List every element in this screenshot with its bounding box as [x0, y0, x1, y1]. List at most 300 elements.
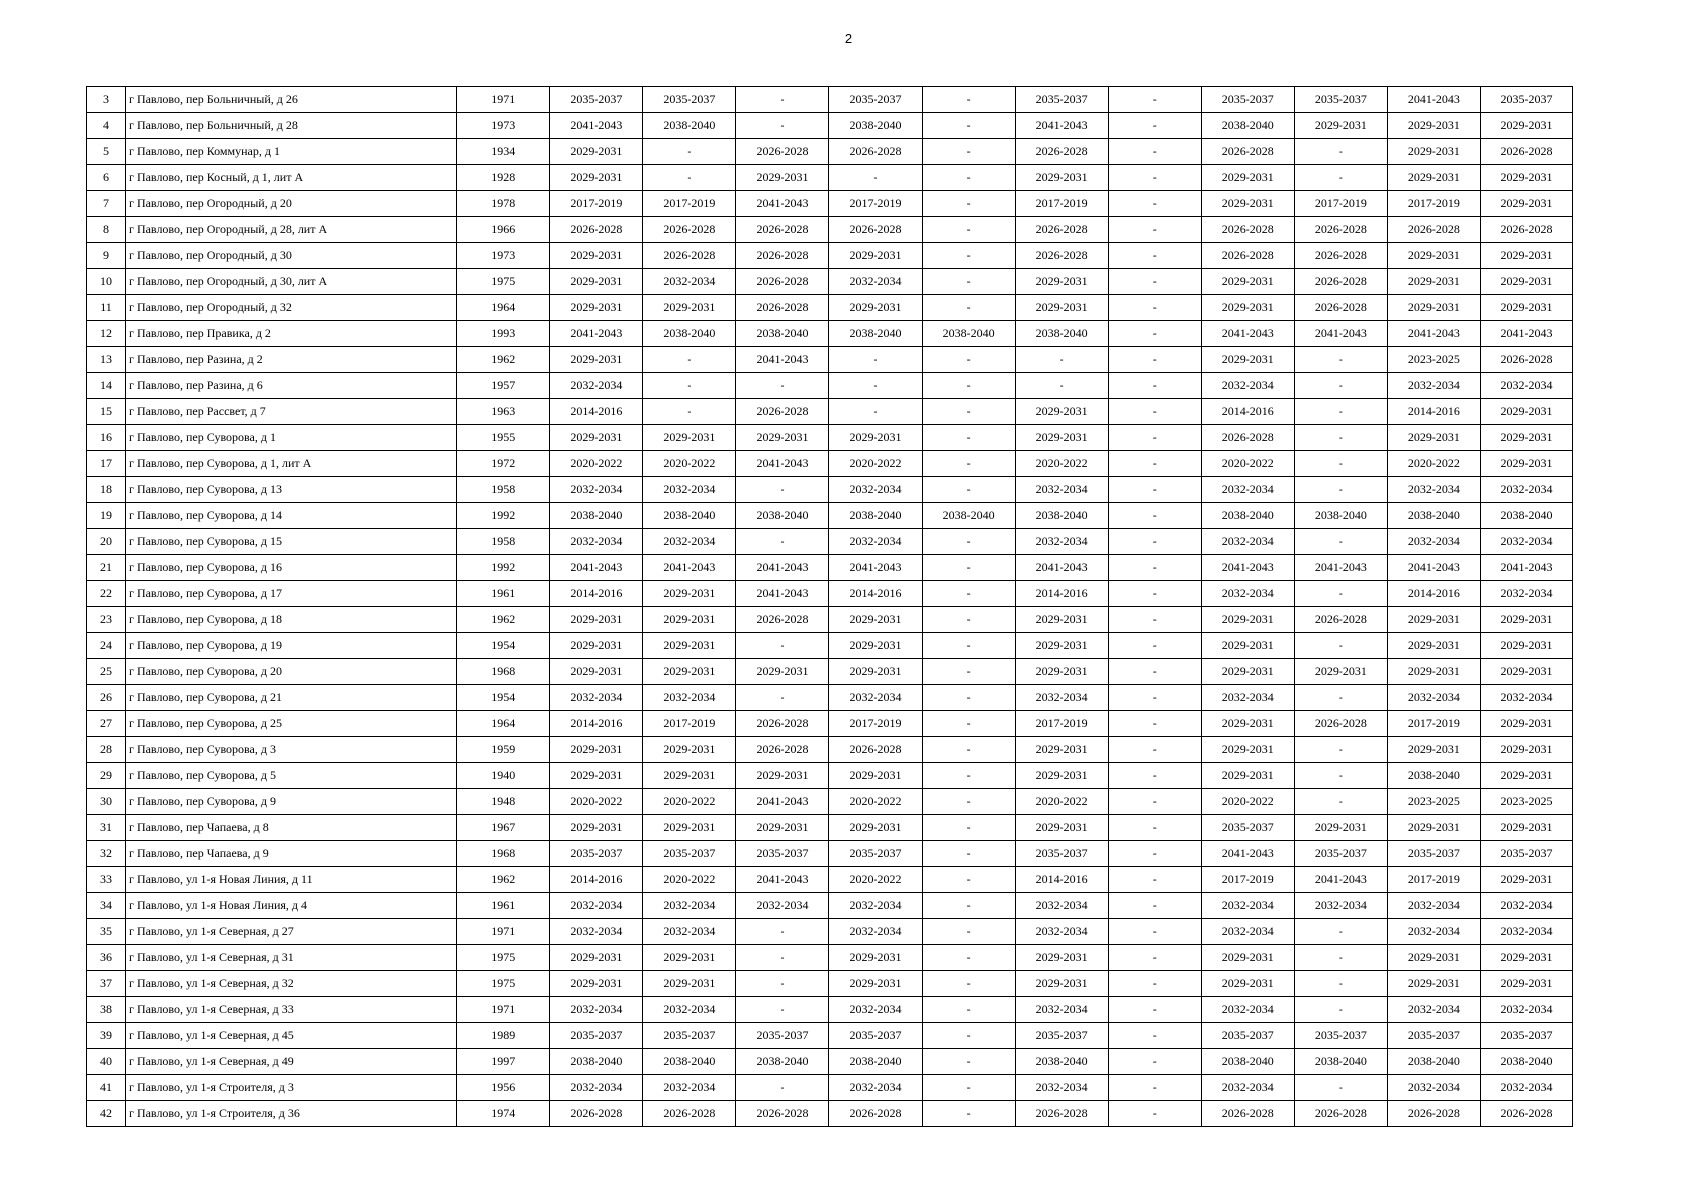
- table-row: [87, 945, 1573, 971]
- address-cell: г Павлово, пер Суворова, д 1: [126, 425, 457, 451]
- year-built-cell: 1962: [457, 867, 550, 893]
- table-row: [87, 971, 1573, 997]
- period-cell-7: -: [1108, 191, 1201, 217]
- period-cell-3: -: [736, 87, 829, 113]
- table-row: [87, 87, 1573, 113]
- period-cell-4: 2032-2034: [829, 919, 922, 945]
- period-cell-1: 2029-2031: [550, 139, 643, 165]
- period-cell-10: 2020-2022: [1387, 451, 1480, 477]
- row-number-cell: 32: [87, 841, 126, 867]
- row-number-cell: 33: [87, 867, 126, 893]
- row-number-cell: 17: [87, 451, 126, 477]
- period-cell-9: 2029-2031: [1294, 113, 1387, 139]
- period-cell-8: 2029-2031: [1201, 659, 1294, 685]
- table-row: [87, 477, 1573, 503]
- period-cell-4: 2032-2034: [829, 529, 922, 555]
- period-cell-3: 2041-2043: [736, 451, 829, 477]
- period-cell-6: 2032-2034: [1015, 893, 1108, 919]
- period-cell-9: 2026-2028: [1294, 295, 1387, 321]
- period-cell-1: 2029-2031: [550, 269, 643, 295]
- period-cell-8: 2035-2037: [1201, 87, 1294, 113]
- period-cell-6: 2014-2016: [1015, 581, 1108, 607]
- period-cell-5: -: [922, 711, 1015, 737]
- address-cell: г Павлово, пер Рассвет, д 7: [126, 399, 457, 425]
- row-number-cell: 25: [87, 659, 126, 685]
- period-cell-3: -: [736, 529, 829, 555]
- table-row: [87, 763, 1573, 789]
- period-cell-7: -: [1108, 1101, 1201, 1127]
- period-cell-10: 2029-2031: [1387, 165, 1480, 191]
- period-cell-5: -: [922, 217, 1015, 243]
- period-cell-1: 2032-2034: [550, 997, 643, 1023]
- period-cell-7: -: [1108, 789, 1201, 815]
- period-cell-9: -: [1294, 633, 1387, 659]
- period-cell-10: 2017-2019: [1387, 191, 1480, 217]
- period-cell-7: -: [1108, 971, 1201, 997]
- period-cell-8: 2029-2031: [1201, 191, 1294, 217]
- period-cell-2: 2038-2040: [643, 1049, 736, 1075]
- period-cell-11: 2029-2031: [1480, 243, 1572, 269]
- year-built-cell: 1961: [457, 581, 550, 607]
- period-cell-3: -: [736, 477, 829, 503]
- period-cell-4: 2026-2028: [829, 737, 922, 763]
- table-row: [87, 321, 1573, 347]
- period-cell-10: 2041-2043: [1387, 87, 1480, 113]
- period-cell-4: -: [829, 347, 922, 373]
- period-cell-2: 2035-2037: [643, 87, 736, 113]
- row-number-cell: 20: [87, 529, 126, 555]
- period-cell-5: -: [922, 165, 1015, 191]
- period-cell-9: 2041-2043: [1294, 321, 1387, 347]
- address-cell: г Павлово, пер Суворова, д 1, лит А: [126, 451, 457, 477]
- table-row: [87, 217, 1573, 243]
- period-cell-10: 2041-2043: [1387, 321, 1480, 347]
- period-cell-8: 2041-2043: [1201, 555, 1294, 581]
- period-cell-4: 2029-2031: [829, 425, 922, 451]
- period-cell-11: 2032-2034: [1480, 893, 1572, 919]
- row-number-cell: 3: [87, 87, 126, 113]
- period-cell-9: -: [1294, 685, 1387, 711]
- address-cell: г Павлово, ул 1-я Северная, д 49: [126, 1049, 457, 1075]
- period-cell-1: 2014-2016: [550, 581, 643, 607]
- year-built-cell: 1972: [457, 451, 550, 477]
- period-cell-8: 2026-2028: [1201, 1101, 1294, 1127]
- period-cell-2: 2029-2031: [643, 659, 736, 685]
- period-cell-1: 2035-2037: [550, 841, 643, 867]
- year-built-cell: 1962: [457, 607, 550, 633]
- period-cell-5: -: [922, 945, 1015, 971]
- period-cell-11: 2029-2031: [1480, 399, 1572, 425]
- period-cell-11: 2038-2040: [1480, 1049, 1572, 1075]
- period-cell-9: -: [1294, 997, 1387, 1023]
- period-cell-7: -: [1108, 529, 1201, 555]
- period-cell-6: 2026-2028: [1015, 243, 1108, 269]
- period-cell-6: 2029-2031: [1015, 633, 1108, 659]
- period-cell-4: 2038-2040: [829, 113, 922, 139]
- period-cell-9: 2032-2034: [1294, 893, 1387, 919]
- period-cell-6: 2020-2022: [1015, 789, 1108, 815]
- period-cell-5: -: [922, 919, 1015, 945]
- row-number-cell: 39: [87, 1023, 126, 1049]
- period-cell-4: 2029-2031: [829, 295, 922, 321]
- period-cell-10: 2029-2031: [1387, 269, 1480, 295]
- period-cell-2: 2038-2040: [643, 113, 736, 139]
- table-row: [87, 113, 1573, 139]
- address-cell: г Павлово, пер Огородный, д 30, лит А: [126, 269, 457, 295]
- period-cell-7: -: [1108, 165, 1201, 191]
- period-cell-5: -: [922, 815, 1015, 841]
- year-built-cell: 1957: [457, 373, 550, 399]
- period-cell-7: -: [1108, 477, 1201, 503]
- year-built-cell: 1993: [457, 321, 550, 347]
- period-cell-8: 2038-2040: [1201, 1049, 1294, 1075]
- period-cell-5: -: [922, 1049, 1015, 1075]
- period-cell-10: 2032-2034: [1387, 997, 1480, 1023]
- period-cell-9: -: [1294, 347, 1387, 373]
- year-built-cell: 1940: [457, 763, 550, 789]
- address-cell: г Павлово, пер Суворова, д 17: [126, 581, 457, 607]
- address-cell: г Павлово, пер Суворова, д 21: [126, 685, 457, 711]
- period-cell-4: 2017-2019: [829, 711, 922, 737]
- table-row: [87, 191, 1573, 217]
- period-cell-3: 2035-2037: [736, 841, 829, 867]
- period-cell-10: 2029-2031: [1387, 945, 1480, 971]
- row-number-cell: 13: [87, 347, 126, 373]
- period-cell-6: 2029-2031: [1015, 763, 1108, 789]
- period-cell-6: 2029-2031: [1015, 971, 1108, 997]
- address-cell: г Павлово, ул 1-я Новая Линия, д 4: [126, 893, 457, 919]
- period-cell-5: 2038-2040: [922, 321, 1015, 347]
- row-number-cell: 7: [87, 191, 126, 217]
- period-cell-2: -: [643, 139, 736, 165]
- address-cell: г Павлово, ул 1-я Северная, д 31: [126, 945, 457, 971]
- period-cell-11: 2029-2031: [1480, 269, 1572, 295]
- period-cell-5: -: [922, 425, 1015, 451]
- period-cell-2: 2035-2037: [643, 841, 736, 867]
- table-row: [87, 295, 1573, 321]
- period-cell-6: 2014-2016: [1015, 867, 1108, 893]
- period-cell-7: -: [1108, 659, 1201, 685]
- period-cell-8: 2032-2034: [1201, 581, 1294, 607]
- period-cell-5: -: [922, 867, 1015, 893]
- period-cell-5: -: [922, 1075, 1015, 1101]
- period-cell-3: 2026-2028: [736, 139, 829, 165]
- period-cell-5: -: [922, 607, 1015, 633]
- period-cell-3: 2029-2031: [736, 763, 829, 789]
- period-cell-7: -: [1108, 87, 1201, 113]
- period-cell-2: 2026-2028: [643, 217, 736, 243]
- period-cell-11: 2032-2034: [1480, 685, 1572, 711]
- period-cell-7: -: [1108, 243, 1201, 269]
- period-cell-9: -: [1294, 763, 1387, 789]
- period-cell-5: -: [922, 659, 1015, 685]
- period-cell-4: 2035-2037: [829, 1023, 922, 1049]
- table-row: [87, 711, 1573, 737]
- period-cell-2: 2026-2028: [643, 243, 736, 269]
- period-cell-5: -: [922, 633, 1015, 659]
- period-cell-5: -: [922, 113, 1015, 139]
- period-cell-4: 2029-2031: [829, 607, 922, 633]
- year-built-cell: 1959: [457, 737, 550, 763]
- period-cell-6: 2038-2040: [1015, 503, 1108, 529]
- period-cell-10: 2029-2031: [1387, 295, 1480, 321]
- row-number-cell: 9: [87, 243, 126, 269]
- period-cell-2: 2029-2031: [643, 607, 736, 633]
- address-cell: г Павлово, пер Суворова, д 20: [126, 659, 457, 685]
- period-cell-8: 2038-2040: [1201, 113, 1294, 139]
- period-cell-3: 2026-2028: [736, 217, 829, 243]
- period-cell-4: 2029-2031: [829, 971, 922, 997]
- period-cell-7: -: [1108, 399, 1201, 425]
- row-number-cell: 4: [87, 113, 126, 139]
- period-cell-4: 2026-2028: [829, 1101, 922, 1127]
- period-cell-6: 2029-2031: [1015, 269, 1108, 295]
- period-cell-8: 2026-2028: [1201, 217, 1294, 243]
- period-cell-1: 2029-2031: [550, 815, 643, 841]
- period-cell-9: 2017-2019: [1294, 191, 1387, 217]
- period-cell-6: 2029-2031: [1015, 815, 1108, 841]
- period-cell-4: 2029-2031: [829, 243, 922, 269]
- year-built-cell: 1973: [457, 113, 550, 139]
- period-cell-8: 2029-2031: [1201, 737, 1294, 763]
- row-number-cell: 15: [87, 399, 126, 425]
- period-cell-3: 2026-2028: [736, 295, 829, 321]
- period-cell-5: -: [922, 529, 1015, 555]
- period-cell-7: -: [1108, 893, 1201, 919]
- period-cell-9: -: [1294, 919, 1387, 945]
- period-cell-11: 2029-2031: [1480, 867, 1572, 893]
- period-cell-8: 2029-2031: [1201, 971, 1294, 997]
- period-cell-11: 2029-2031: [1480, 451, 1572, 477]
- address-cell: г Павлово, пер Суворова, д 16: [126, 555, 457, 581]
- period-cell-9: 2038-2040: [1294, 503, 1387, 529]
- period-cell-10: 2032-2034: [1387, 529, 1480, 555]
- row-number-cell: 35: [87, 919, 126, 945]
- period-cell-7: -: [1108, 321, 1201, 347]
- year-built-cell: 1948: [457, 789, 550, 815]
- period-cell-7: -: [1108, 217, 1201, 243]
- year-built-cell: 1992: [457, 503, 550, 529]
- period-cell-3: 2038-2040: [736, 503, 829, 529]
- period-cell-8: 2029-2031: [1201, 945, 1294, 971]
- table-row: [87, 451, 1573, 477]
- period-cell-3: 2035-2037: [736, 1023, 829, 1049]
- table-row: [87, 815, 1573, 841]
- address-cell: г Павлово, пер Разина, д 2: [126, 347, 457, 373]
- period-cell-3: -: [736, 633, 829, 659]
- table-row: [87, 789, 1573, 815]
- table-row: [87, 139, 1573, 165]
- address-cell: г Павлово, ул 1-я Строителя, д 36: [126, 1101, 457, 1127]
- period-cell-2: 2038-2040: [643, 321, 736, 347]
- year-built-cell: 1973: [457, 243, 550, 269]
- period-cell-1: 2020-2022: [550, 789, 643, 815]
- table-row: [87, 737, 1573, 763]
- period-cell-4: 2032-2034: [829, 685, 922, 711]
- row-number-cell: 42: [87, 1101, 126, 1127]
- period-cell-1: 2017-2019: [550, 191, 643, 217]
- period-cell-6: 2035-2037: [1015, 841, 1108, 867]
- row-number-cell: 5: [87, 139, 126, 165]
- period-cell-9: -: [1294, 529, 1387, 555]
- period-cell-10: 2029-2031: [1387, 737, 1480, 763]
- period-cell-10: 2029-2031: [1387, 243, 1480, 269]
- period-cell-7: -: [1108, 815, 1201, 841]
- address-cell: г Павлово, пер Больничный, д 28: [126, 113, 457, 139]
- period-cell-1: 2032-2034: [550, 919, 643, 945]
- period-cell-6: 2029-2031: [1015, 165, 1108, 191]
- table-row: [87, 529, 1573, 555]
- row-number-cell: 22: [87, 581, 126, 607]
- period-cell-3: 2041-2043: [736, 191, 829, 217]
- period-cell-4: 2020-2022: [829, 789, 922, 815]
- period-cell-9: -: [1294, 165, 1387, 191]
- row-number-cell: 10: [87, 269, 126, 295]
- period-cell-8: 2032-2034: [1201, 685, 1294, 711]
- period-cell-11: 2041-2043: [1480, 555, 1572, 581]
- period-cell-2: 2032-2034: [643, 685, 736, 711]
- period-cell-10: 2023-2025: [1387, 789, 1480, 815]
- period-cell-3: -: [736, 113, 829, 139]
- period-cell-6: 2032-2034: [1015, 477, 1108, 503]
- period-cell-4: 2035-2037: [829, 87, 922, 113]
- period-cell-11: 2038-2040: [1480, 503, 1572, 529]
- period-cell-3: 2041-2043: [736, 555, 829, 581]
- page-number: 2: [844, 31, 853, 46]
- table-row: [87, 555, 1573, 581]
- period-cell-4: 2038-2040: [829, 503, 922, 529]
- row-number-cell: 11: [87, 295, 126, 321]
- period-cell-8: 2026-2028: [1201, 243, 1294, 269]
- period-cell-4: 2020-2022: [829, 451, 922, 477]
- period-cell-9: 2029-2031: [1294, 815, 1387, 841]
- period-cell-4: 2017-2019: [829, 191, 922, 217]
- address-cell: г Павлово, пер Суворова, д 19: [126, 633, 457, 659]
- address-cell: г Павлово, пер Чапаева, д 9: [126, 841, 457, 867]
- period-cell-8: 2026-2028: [1201, 139, 1294, 165]
- period-cell-9: 2041-2043: [1294, 555, 1387, 581]
- period-cell-7: -: [1108, 503, 1201, 529]
- period-cell-9: -: [1294, 945, 1387, 971]
- period-cell-11: 2029-2031: [1480, 425, 1572, 451]
- period-cell-10: 2038-2040: [1387, 503, 1480, 529]
- period-cell-7: -: [1108, 841, 1201, 867]
- period-cell-2: 2029-2031: [643, 763, 736, 789]
- period-cell-7: -: [1108, 685, 1201, 711]
- period-cell-2: 2032-2034: [643, 1075, 736, 1101]
- period-cell-10: 2038-2040: [1387, 1049, 1480, 1075]
- table-row: [87, 919, 1573, 945]
- period-cell-4: 2038-2040: [829, 321, 922, 347]
- period-cell-9: -: [1294, 373, 1387, 399]
- period-cell-7: -: [1108, 581, 1201, 607]
- period-cell-1: 2035-2037: [550, 1023, 643, 1049]
- year-built-cell: 1934: [457, 139, 550, 165]
- table-row: [87, 1049, 1573, 1075]
- year-built-cell: 1971: [457, 919, 550, 945]
- period-cell-1: 2041-2043: [550, 555, 643, 581]
- table-row: [87, 607, 1573, 633]
- address-cell: г Павлово, ул 1-я Новая Линия, д 11: [126, 867, 457, 893]
- period-cell-9: 2026-2028: [1294, 607, 1387, 633]
- period-cell-5: -: [922, 971, 1015, 997]
- address-cell: г Павлово, пер Суворова, д 5: [126, 763, 457, 789]
- period-cell-3: 2029-2031: [736, 425, 829, 451]
- period-cell-10: 2029-2031: [1387, 815, 1480, 841]
- period-cell-7: -: [1108, 295, 1201, 321]
- period-cell-3: -: [736, 685, 829, 711]
- table-row: [87, 373, 1573, 399]
- period-cell-5: -: [922, 581, 1015, 607]
- period-cell-3: 2041-2043: [736, 789, 829, 815]
- table-row: [87, 1075, 1573, 1101]
- period-cell-2: 2032-2034: [643, 269, 736, 295]
- period-cell-3: -: [736, 945, 829, 971]
- table-row: [87, 659, 1573, 685]
- year-built-cell: 1962: [457, 347, 550, 373]
- address-cell: г Павлово, пер Суворова, д 15: [126, 529, 457, 555]
- period-cell-3: 2026-2028: [736, 269, 829, 295]
- year-built-cell: 1975: [457, 971, 550, 997]
- period-cell-9: 2038-2040: [1294, 1049, 1387, 1075]
- period-cell-8: 2029-2031: [1201, 165, 1294, 191]
- period-cell-10: 2017-2019: [1387, 867, 1480, 893]
- period-cell-9: 2035-2037: [1294, 841, 1387, 867]
- period-cell-1: 2029-2031: [550, 243, 643, 269]
- period-cell-4: 2032-2034: [829, 893, 922, 919]
- period-cell-1: 2026-2028: [550, 1101, 643, 1127]
- period-cell-5: -: [922, 1101, 1015, 1127]
- period-cell-10: 2029-2031: [1387, 607, 1480, 633]
- repair-schedule-table: [86, 86, 1573, 1127]
- address-cell: г Павлово, ул 1-я Строителя, д 3: [126, 1075, 457, 1101]
- period-cell-2: 2032-2034: [643, 477, 736, 503]
- period-cell-2: 2029-2031: [643, 425, 736, 451]
- period-cell-5: -: [922, 1023, 1015, 1049]
- period-cell-3: 2041-2043: [736, 867, 829, 893]
- period-cell-9: -: [1294, 139, 1387, 165]
- period-cell-11: 2035-2037: [1480, 841, 1572, 867]
- period-cell-2: 2017-2019: [643, 711, 736, 737]
- period-cell-4: 2032-2034: [829, 997, 922, 1023]
- period-cell-7: -: [1108, 113, 1201, 139]
- table-row: [87, 243, 1573, 269]
- period-cell-4: 2020-2022: [829, 867, 922, 893]
- period-cell-2: 2032-2034: [643, 919, 736, 945]
- table-row: [87, 399, 1573, 425]
- period-cell-11: 2032-2034: [1480, 581, 1572, 607]
- period-cell-6: 2032-2034: [1015, 997, 1108, 1023]
- period-cell-4: 2014-2016: [829, 581, 922, 607]
- period-cell-3: -: [736, 1075, 829, 1101]
- period-cell-11: 2029-2031: [1480, 295, 1572, 321]
- period-cell-6: 2032-2034: [1015, 919, 1108, 945]
- period-cell-8: 2017-2019: [1201, 867, 1294, 893]
- period-cell-1: 2026-2028: [550, 217, 643, 243]
- period-cell-5: -: [922, 373, 1015, 399]
- period-cell-9: -: [1294, 477, 1387, 503]
- address-cell: г Павлово, ул 1-я Северная, д 45: [126, 1023, 457, 1049]
- row-number-cell: 29: [87, 763, 126, 789]
- period-cell-1: 2029-2031: [550, 425, 643, 451]
- period-cell-3: 2026-2028: [736, 737, 829, 763]
- period-cell-5: -: [922, 87, 1015, 113]
- period-cell-1: 2038-2040: [550, 1049, 643, 1075]
- period-cell-3: 2026-2028: [736, 243, 829, 269]
- period-cell-11: 2026-2028: [1480, 139, 1572, 165]
- period-cell-11: 2029-2031: [1480, 815, 1572, 841]
- period-cell-9: -: [1294, 971, 1387, 997]
